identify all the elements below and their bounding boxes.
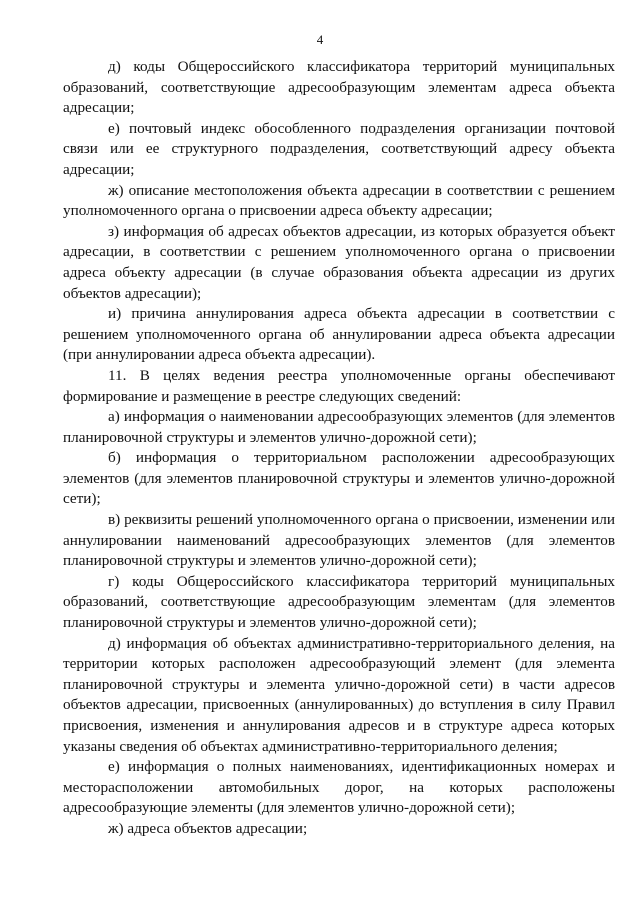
paragraph-e-road-info: е) информация о полных наименованиях, идентификационных номерах и месторасположении автомобильных дорог, на которых расположены адресообразующие элементы (для элементов улично-дорожной сети); [63, 758, 615, 817]
paragraph-d-oktmo-codes: д) коды Общероссийского классификатора территорий муниципальных образований, соответствующие адресообразующим элементам адреса объекта адресации; [63, 58, 615, 117]
paragraph-e-postal-index: е) почтовый индекс обособленного подразделения организации почтовой связи или ее структурного подразделения, соответствующий адресу объекта адресации; [63, 119, 615, 178]
paragraph-d-admin-division-info: д) информация об объектах административно-территориального деления, на территории которых расположен адресообразующий элемент (для элемента планировочной структуры и элемента улично-дорожной сети) в части адресов объектов адресации, присвоенных (аннулированных) до вступления в силу Правил присвоения, изменения и аннулирования адресов и в структуре адреса которых указаны сведения об объектах административно-территориального деления; [63, 634, 615, 755]
page-number: 4 [316, 32, 324, 47]
paragraph-11-registry-info: 11. В целях ведения реестра уполномоченные органы обеспечивают формирование и размещение в реестре следующих сведений: [63, 366, 615, 405]
paragraph-b-territorial-location: б) информация о территориальном расположении адресообразующих элементов (для элементов планировочной структуры и элементов улично-дорожной сети); [63, 449, 615, 508]
paragraph-z-source-addresses: з) информация об адресах объектов адресации, из которых образуется объект адресации, в соответствии с решением уполномоченного органа о присвоении адреса объекту адресации (в случае образования объекта адресации из других объектов адресации); [63, 222, 615, 302]
paragraph-zh-object-addresses: ж) адреса объектов адресации; [108, 819, 308, 837]
paragraph-i-cancellation-reason: и) причина аннулирования адреса объекта адресации в соответствии с решением уполномоченного органа об аннулировании адреса объекта адресации (при аннулировании адреса объекта адресации). [63, 305, 615, 364]
paragraph-g-oktmo-codes: г) коды Общероссийского классификатора территорий муниципальных образований, соответствующие адресообразующим элементам (для элементов планировочной структуры и элементов улично-дорожной сети); [63, 572, 615, 632]
paragraph-a-element-names: а) информация о наименовании адресообразующих элементов (для элементов планировочной структуры и элементов улично-дорожной сети); [63, 408, 615, 446]
document-body [63, 57, 615, 840]
paragraph-zh-location-description: ж) описание местоположения объекта адресации в соответствии с решением уполномоченного органа о присвоении адреса объекту адресации; [63, 181, 615, 220]
paragraph-v-decision-details: в) реквизиты решений уполномоченного органа о присвоении, изменении или аннулировании наименований адресообразующих элементов (для элементов планировочной структуры и элементов улично-дорожной сети); [63, 511, 615, 570]
